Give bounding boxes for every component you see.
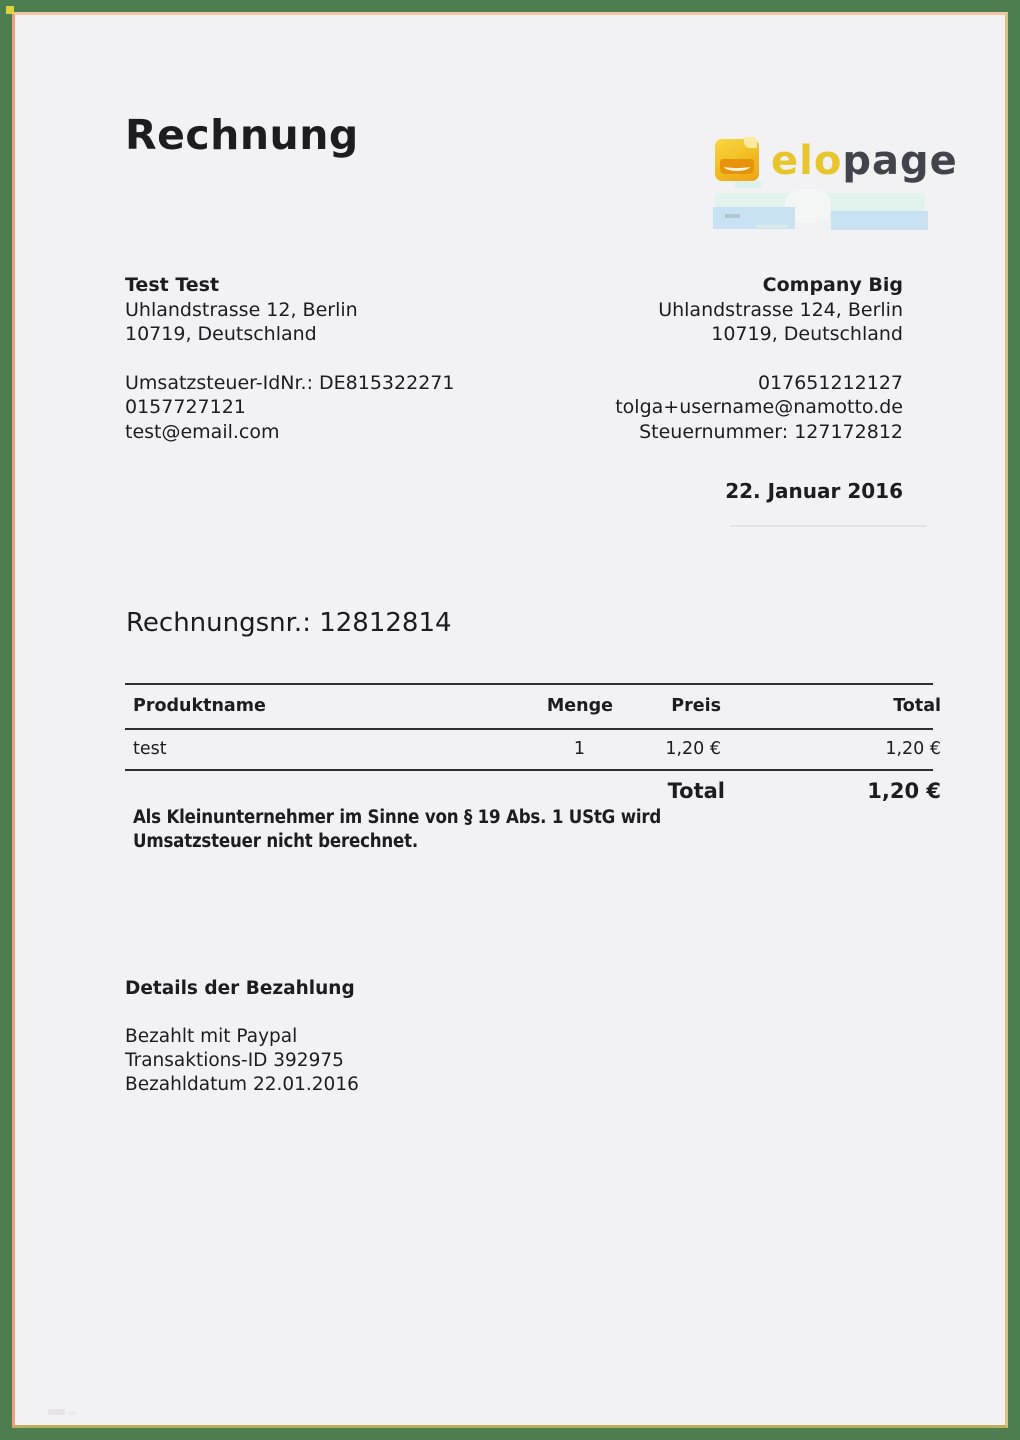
payment-transaction-id: Transaktions-ID 392975 <box>125 1050 344 1071</box>
buyer-address-line2: 10719, Deutschland <box>711 323 903 345</box>
seller-address-line1: Uhlandstrasse 12, Berlin <box>125 298 358 321</box>
brand-text-elo: elo <box>771 138 843 184</box>
buyer-tax-number: Steuernummer: 127172812 <box>639 420 903 443</box>
tax-note <box>133 806 661 854</box>
cell-product-name: test <box>133 739 167 759</box>
cell-line-total: 1,20 € <box>885 739 941 759</box>
tax-note-line2: Umsatzsteuer nicht berechnet. <box>133 831 419 852</box>
table-header-produktname: Produktname <box>133 696 266 716</box>
buyer-name: Company Big <box>762 274 903 296</box>
scan-artifact-small <box>68 1411 76 1415</box>
date-divider <box>730 525 927 527</box>
invoice-number: Rechnungsnr.: 12812814 <box>126 608 452 638</box>
table-header-preis: Preis <box>671 696 721 716</box>
cell-price: 1,20 € <box>665 739 721 759</box>
seller-vat-id: Umsatzsteuer-IdNr.: DE815322271 <box>125 371 455 394</box>
buyer-email: tolga+username@namotto.de <box>615 396 903 418</box>
table-header-total: Total <box>893 696 941 716</box>
scan-artifact <box>48 1409 65 1415</box>
watermark-artifact <box>713 181 931 231</box>
corner-mark <box>6 6 14 14</box>
page-inner-frame <box>12 12 1008 1428</box>
payment-details <box>125 1025 359 1097</box>
table-header-menge: Menge <box>546 696 613 716</box>
payment-method: Bezahlt mit Paypal <box>125 1026 298 1047</box>
grand-total-label: Total <box>667 779 725 803</box>
seller-address-line2: 10719, Deutschland <box>125 323 317 345</box>
table-row <box>125 730 941 769</box>
seller-name: Test Test <box>125 274 220 296</box>
brand-text-page: page <box>842 138 958 184</box>
brand-logo <box>715 137 958 185</box>
page-title: Rechnung <box>125 111 359 159</box>
elopage-case-icon <box>715 137 759 185</box>
seller-phone: 0157727121 <box>125 396 246 418</box>
table-header-row <box>125 685 941 728</box>
invoice-document <box>15 15 1005 1425</box>
grand-total-value: 1,20 € <box>867 779 941 803</box>
cell-quantity: 1 <box>573 739 585 759</box>
seller-block <box>125 273 454 444</box>
invoice-date: 22. Januar 2016 <box>725 479 903 503</box>
buyer-address-line1: Uhlandstrasse 124, Berlin <box>658 298 903 321</box>
payment-date: Bezahldatum 22.01.2016 <box>125 1074 359 1095</box>
table-total-row <box>125 771 941 803</box>
buyer-phone: 017651212127 <box>757 371 903 394</box>
seller-email: test@email.com <box>125 420 280 443</box>
product-table <box>125 683 941 803</box>
tax-note-line1: Als Kleinunternehmer im Sinne von § 19 Abs. 1 UStG wird <box>133 807 662 828</box>
payment-heading: Details der Bezahlung <box>125 978 355 999</box>
brand-wordmark <box>771 138 958 184</box>
buyer-block <box>615 273 903 444</box>
